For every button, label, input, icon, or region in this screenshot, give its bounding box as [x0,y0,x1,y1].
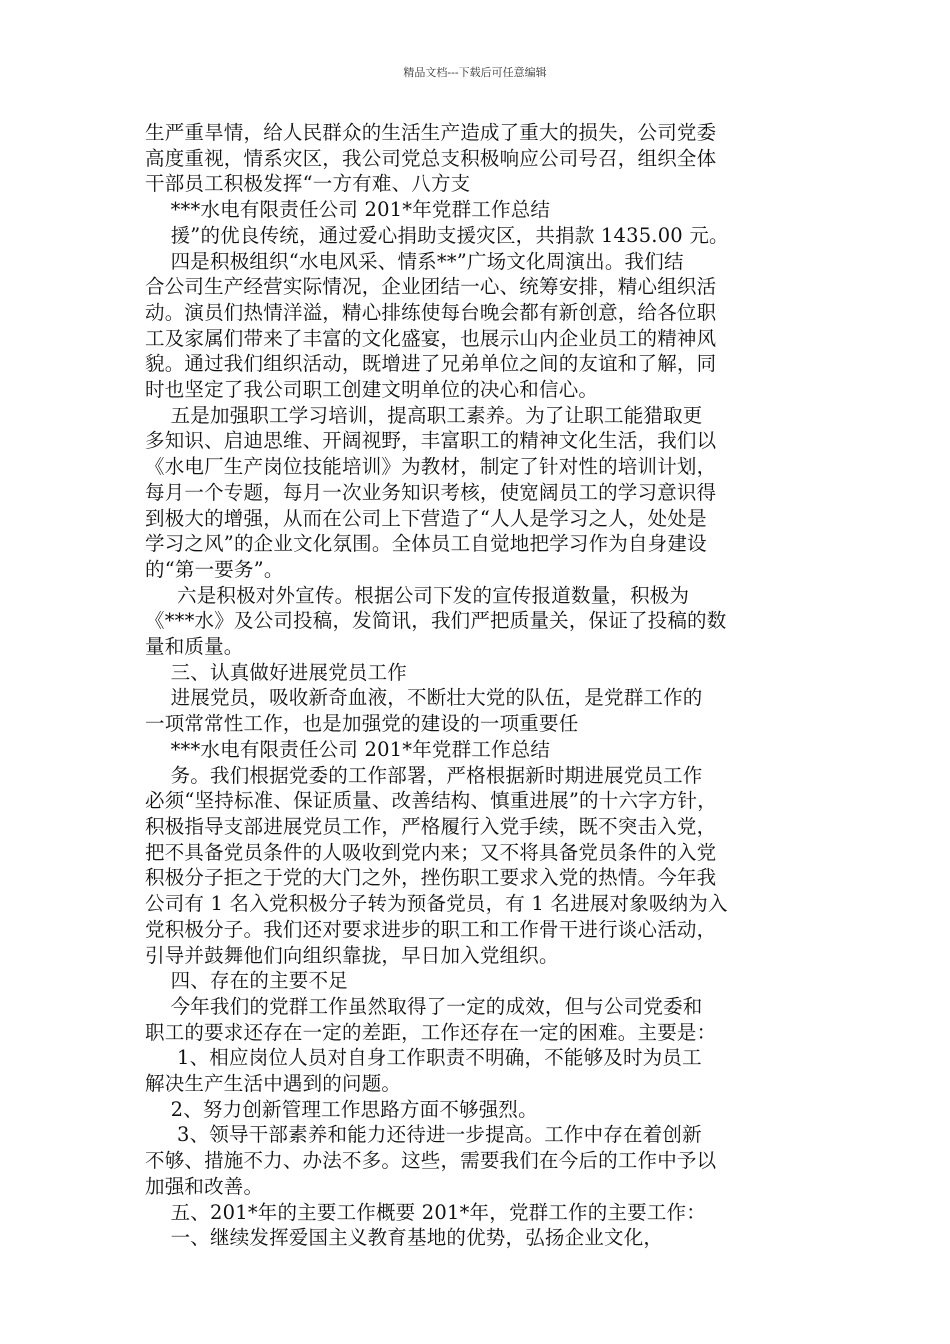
text-line: 一项常常性工作，也是加强党的建设的一项重要任 [145,712,579,736]
text-line: 四、存在的主要不足 [145,969,348,993]
text-line: 党积极分子。我们还对要求进步的职工和工作骨干进行谈心活动， [145,917,717,941]
text-line: 工及家属们带来了丰富的文化盛宴，也展示山内企业员工的精神风 [145,326,717,350]
text-line: 三、认真做好进展党员工作 [145,660,408,684]
text-line: 四是积极组织“水电风采、情系**”广场文化周演出。我们结 [145,249,684,273]
text-line: 貌。通过我们组织活动，既增进了兄弟单位之间的友谊和了解，同 [145,352,717,376]
text-line: 解决生产生活中遇到的问题。 [145,1072,402,1096]
text-line: 干部员工积极发挥“一方有难、八方支 [145,172,471,196]
document-body [145,120,815,1251]
text-line: 援”的优良传统，通过爱心捐助支援灾区，共捐款 1435.00 元。 [145,223,729,247]
text-line: 每月一个专题，每月一次业务知识考核，使宽阔员工的学习意识得 [145,480,717,504]
text-line: 公司有 1 名入党积极分子转为预备党员，有 1 名进展对象吸纳为入 [145,892,728,916]
text-line: 到极大的增强，从而在公司上下营造了“人人是学习之人，处处是 [145,506,707,530]
text-line: 六是积极对外宣传。根据公司下发的宣传报道数量，积极为 [145,583,690,607]
text-line: 3、领导干部素养和能力还待进一步提高。工作中存在着创新 [145,1123,702,1147]
text-line: 积极指导支部进展党员工作，严格履行入党手续，既不突击入党， [145,814,717,838]
text-line: 《水电厂生产岗位技能培训》为教材，制定了针对性的培训计划， [145,455,717,479]
text-line: 职工的要求还存在一定的差距，工作还存在一定的困难。主要是： [145,1020,717,1044]
text-line: 五是加强职工学习培训，提高职工素养。为了让职工能猎取更 [145,403,703,427]
text-line: 1、相应岗位人员对自身工作职责不明确，不能够及时为员工 [145,1046,702,1070]
text-line: 量和质量。 [145,635,244,659]
text-line: 学习之风”的企业文化氛围。全体员工自觉地把学习作为自身建设 [145,532,707,556]
text-line: 动。演员们热情洋溢，精心排练使每台晚会都有新创意，给各位职 [145,300,717,324]
text-line: 的“第一要务”。 [145,557,284,581]
text-line: ***水电有限责任公司 201*年党群工作总结 [145,737,551,761]
text-line: 今年我们的党群工作虽然取得了一定的成效，但与公司党委和 [145,994,703,1018]
text-line: 进展党员，吸收新奇血液，不断壮大党的队伍，是党群工作的 [145,686,703,710]
text-line: 五、201*年的主要工作概要 201*年，党群工作的主要工作： [145,1200,706,1224]
text-line: 《***水》及公司投稿，发简讯，我们严把质量关，保证了投稿的数 [145,609,727,633]
text-line: 生严重旱情，给人民群众的生活生产造成了重大的损失，公司党委 [145,121,717,144]
text-line: 引导并鼓舞他们向组织靠拢，早日加入党组织。 [145,943,559,967]
text-line: 高度重视，情系灾区，我公司党总支积极响应公司号召，组织全体 [145,146,717,170]
text-line: 把不具备党员条件的人吸收到党内来；又不将具备党员条件的入党 [145,840,717,864]
text-line: 不够、措施不力、办法不多。这些，需要我们在今后的工作中予以 [145,1149,717,1173]
page-header: 精品文档---下载后可任意编辑 [403,66,547,79]
text-line: 加强和改善。 [145,1174,264,1198]
text-line: 必须“坚持标准、保证质量、改善结构、慎重进展”的十六字方针， [145,789,717,813]
text-line: 多知识、启迪思维、开阔视野，丰富职工的精神文化生活，我们以 [145,429,717,453]
text-line: 一、继续发挥爱国主义教育基地的优势，弘扬企业文化， [145,1226,664,1250]
text-line: 时也坚定了我公司职工创建文明单位的决心和信心。 [145,378,599,402]
text-line: 积极分子拒之于党的大门之外，挫伤职工要求入党的热情。今年我 [145,866,717,890]
text-line: 务。我们根据党委的工作部署，严格根据新时期进展党员工作 [145,763,703,787]
text-line: 2、努力创新管理工作思路方面不够强烈。 [145,1097,538,1121]
text-line: 合公司生产经营实际情况，企业团结一心、统筹安排，精心组织活 [145,275,717,299]
text-line: ***水电有限责任公司 201*年党群工作总结 [145,198,551,222]
